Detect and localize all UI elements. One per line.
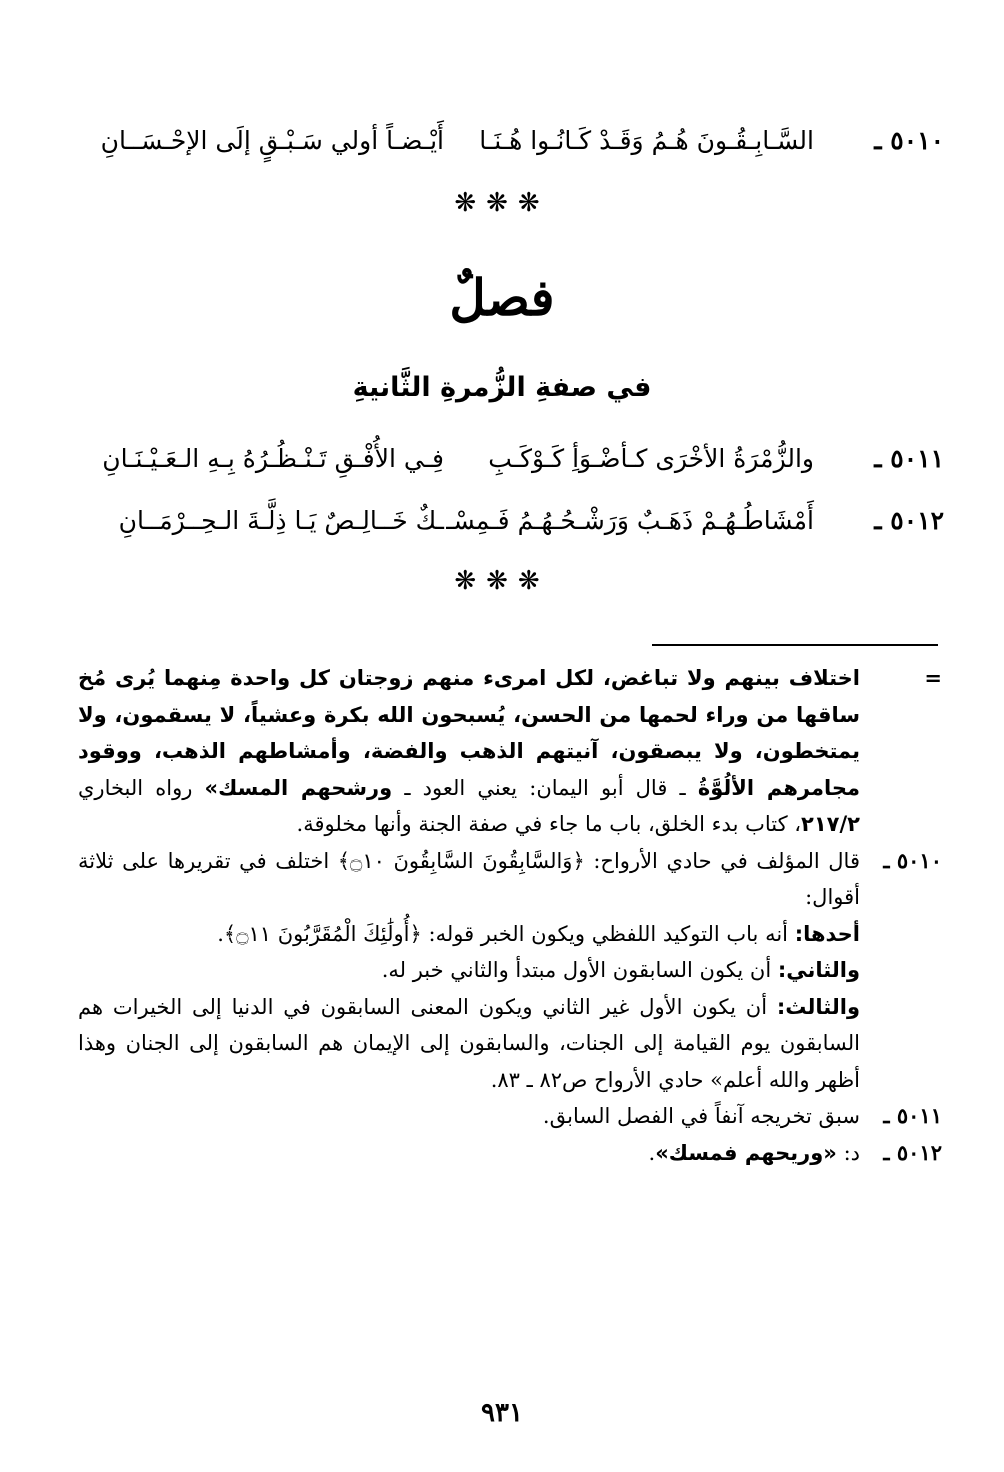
footnote-body — [78, 1135, 860, 1172]
variant-prefix: د: — [836, 1140, 860, 1165]
verse-second-hemistich: أَيْـضـاً أولي سَـبْـقٍ إلَى الإحْـسَــانِ — [100, 125, 444, 155]
third-opinion-text: أن يكون الأول غير الثاني ويكون المعنى السابقون في الدنيا إلى الخيرات هم السابقون يوم القيامة إلى الجنات، والسابقون إلى الإيمان هم السابقون إلى الجنان وهذا أظهر والله أعلم» حادي الأرواح ص — [78, 994, 860, 1092]
verse-number: ٥٠١٢ ـ — [874, 505, 944, 535]
footnote-text: ـ قال أبو اليمان: يعني العود ـ — [392, 775, 698, 800]
second-opinion — [78, 952, 860, 989]
page-number: ٩٣١ — [481, 1398, 523, 1428]
hadith-bold-text-2: ورشحهم المسك» — [204, 775, 393, 800]
verse-number: ٥٠١١ ـ — [874, 443, 944, 473]
verse-5011 — [80, 436, 944, 480]
hadith-bold-text: اختلاف بينهم ولا تباغض، لكل امرىء منهم زوجتان كل واحدة مِنهما يُرى مُخ ساقها من وراء لحمها من الحسن، يُسبحون الله بكرة وعشياً، لا يسقمون، ولا يمتخطون، ولا يبصقون، آنيتهم الذهب والفضة، وأمشاطهم الذهب، ووقود مجامرهم الألُوَّةُ — [78, 666, 860, 800]
verse-first-hemistich: والزُّمْرَةُ الأخْرَى كـأضْـوَأِ كَـوْكَـبِ — [488, 443, 814, 473]
footnote-body — [78, 660, 860, 843]
first-opinion — [78, 916, 860, 953]
variant-suffix: . — [648, 1140, 656, 1165]
footnote-text-2: رواه البخاري — [78, 775, 205, 800]
footnote-5010 — [78, 843, 942, 1099]
footnote-rule — [652, 644, 938, 646]
second-opinion-text: أن يكون السابقون الأول مبتدأ والثاني خبر له. — [381, 958, 778, 982]
first-opinion-text: أنه باب التوكيد اللفظي ويكون الخبر قوله: ﴿أُولَٰئِكَ الْمُقَرَّبُونَ ۝١١﴾. — [217, 921, 795, 946]
footnote-number: ٥٠١١ ـ — [883, 1103, 942, 1128]
footnote-text-3: ، كتاب بدء الخلق، باب ما جاء في صفة الجنة وأنها مخلوقة. — [296, 812, 802, 836]
footnote-number: ٥٠١٠ ـ — [883, 847, 942, 873]
section-separator: ❋❋❋ — [454, 188, 550, 218]
verse-5012 — [80, 498, 944, 542]
reference-number: ٢١٧/٢ — [801, 812, 860, 836]
fasl-heading: فصلٌ — [449, 268, 555, 327]
footnote-number: ٥٠١٢ ـ — [883, 1139, 942, 1165]
footnote-continuation — [78, 660, 942, 843]
first-opinion-label: أحدها: — [794, 921, 860, 946]
verse-second-hemistich: ـكٌ خَــالِـصٌ يَـا ذِلَّـةَ الـحِــرْمَــانِ — [118, 505, 444, 535]
footnote-intro: قال المؤلف في حادي الأرواح: ﴿وَالسَّابِقُونَ السَّابِقُونَ ۝١٠﴾ اختلف في تقريرها على ثلاثة أقوال: — [78, 848, 860, 909]
verse-first-hemistich: أَمْشَاطُـهُـمْ ذَهَـبٌ وَرَشْـحُـهُـمُ فَـمِسْـ — [446, 505, 814, 535]
footnote-body: سبق تخريجه آنفاً في الفصل السابق. — [542, 1104, 860, 1128]
page-reference: ٨٢ ـ ٨٣. — [490, 1067, 563, 1092]
verse-number: ٥٠١٠ ـ — [874, 125, 944, 155]
variant-text: «وريحهم فمسك» — [655, 1140, 837, 1165]
third-opinion — [78, 989, 860, 1099]
footnote-marker: = — [924, 665, 942, 690]
footnote-5012 — [78, 1135, 942, 1172]
verse-first-hemistich: السَّـابِـقُـونَ هُـمُ وَقَـدْ كَـانُـوا هُـنَـا — [479, 125, 814, 155]
third-opinion-label: والثالث: — [776, 994, 860, 1019]
footnotes — [78, 660, 942, 1171]
second-opinion-label: والثاني: — [777, 958, 860, 982]
verse-5010 — [80, 118, 944, 162]
section-separator-2: ❋❋❋ — [454, 566, 550, 596]
verse-second-hemistich: فِـي الأُفْـقِ تَـنْـظُـرُهُ بِـهِ الـعَـيْـنَـانِ — [102, 443, 444, 473]
footnote-body — [78, 843, 860, 1099]
footnote-5011 — [78, 1098, 942, 1135]
chapter-title: في صفةِ الزُّمرةِ الثَّانيةِ — [352, 372, 652, 403]
